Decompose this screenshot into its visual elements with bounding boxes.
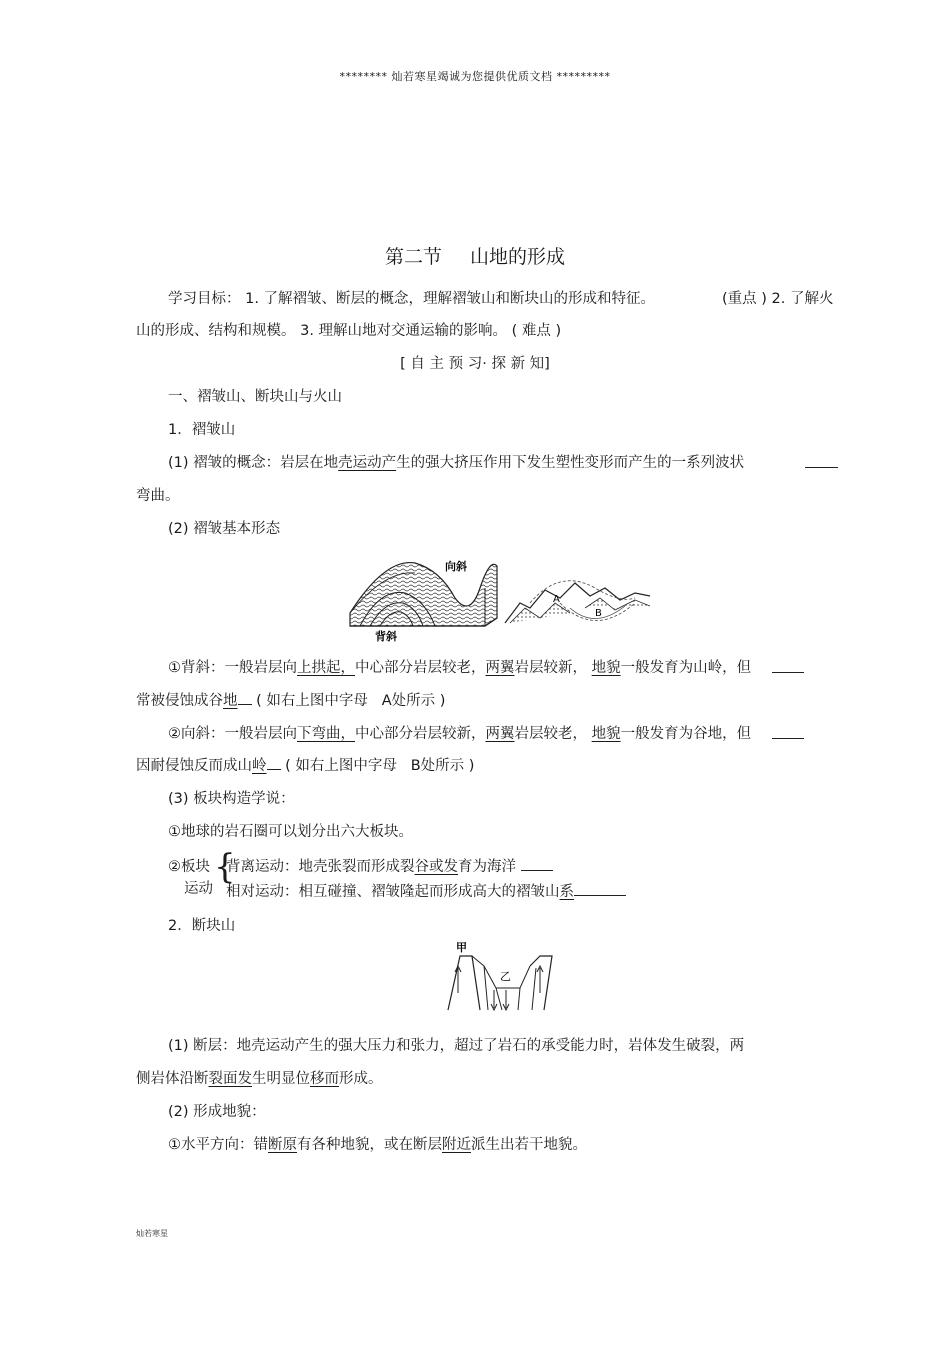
fault-definition-line1: (1) 断层：地壳运动产生的强大压力和张力，超过了岩石的承受能力时，岩体发生破裂，两 xyxy=(168,1038,745,1054)
section-name: 山地的形成 xyxy=(470,246,566,268)
plate-motion-label1: ②板块 xyxy=(168,859,210,875)
answer: 两翼 xyxy=(485,726,515,742)
text: 一般发育为谷地，但 xyxy=(620,726,752,742)
convergent-motion xyxy=(226,880,626,901)
answer-blank xyxy=(267,755,281,770)
answer-blank xyxy=(772,658,804,673)
brace: { xyxy=(214,847,236,887)
preview-label: [ 自 主 预 习· 探 新 知] xyxy=(400,356,550,372)
answer: 地 xyxy=(223,693,238,709)
page-footer: 灿若寒星 xyxy=(136,1229,168,1238)
answer: 两翼 xyxy=(485,660,515,676)
text: ( 如右上图中字母 xyxy=(285,758,397,774)
text: 有各种地貌，或在断层 xyxy=(297,1137,442,1153)
answer: 系 xyxy=(559,884,574,900)
answer-blank xyxy=(238,690,252,705)
answer: 地貌 xyxy=(591,726,621,742)
page-title xyxy=(0,242,950,269)
text: A处所示 ) xyxy=(381,693,446,709)
text: 相对运动：相互碰撞、褶皱隆起而形成高大的褶皱山 xyxy=(226,884,560,900)
answer: 移而 xyxy=(310,1071,339,1087)
text: 常被侵蚀成谷 xyxy=(136,693,223,709)
text: 育为海洋 xyxy=(458,859,516,875)
page-header: ******** 灿若寒星竭诚为您提供优质文档 ********* xyxy=(339,70,611,83)
anticline-label: 背斜 xyxy=(375,630,397,643)
syncline-line2 xyxy=(136,754,474,775)
answer: 裂面发 xyxy=(208,1071,252,1087)
answer-blank xyxy=(805,453,838,468)
label-jia: 甲 xyxy=(456,941,467,954)
text: B处所示 ) xyxy=(410,758,475,774)
text: 中心部分岩层较新， xyxy=(355,726,486,742)
text: 背离运动：地壳张裂而形成裂 xyxy=(226,859,415,875)
text: 生的强大挤压作用下发生塑性变形而产生的一系列波状 xyxy=(396,455,745,471)
section-number: 第二节 xyxy=(384,246,442,268)
syncline-line1 xyxy=(168,722,751,743)
section-heading: 一、褶皱山、断块山与火山 xyxy=(168,389,342,405)
learning-goals-line2: 山的形成、结构和规模。 3. 理解山地对交通运输的影响。 ( 难点 ) xyxy=(136,323,562,339)
text: ②向斜：一般岩层向 xyxy=(168,726,297,742)
text: ①水平方向：错 xyxy=(168,1137,268,1153)
text: 一般发育为山岭，但 xyxy=(620,660,752,676)
text: 因耐侵蚀反而成山 xyxy=(136,758,252,774)
text: 中心部分岩层较老， xyxy=(355,660,486,676)
fault-definition-line2 xyxy=(136,1067,383,1088)
answer: 岭 xyxy=(252,758,267,774)
answer-blank xyxy=(772,724,804,739)
label-yi: 乙 xyxy=(500,970,511,983)
answer: 地貌 xyxy=(591,660,621,676)
answer: 上拱起， xyxy=(297,660,355,676)
answer: 附近 xyxy=(442,1137,471,1153)
text: 岩层较老， xyxy=(514,726,587,742)
learning-goals-line1: 学习目标： 1. 了解褶皱、断层的概念，理解褶皱山和断块山的形成和特征。 xyxy=(168,291,656,307)
text: ①背斜：一般岩层向 xyxy=(168,660,297,676)
answer: 下弯曲， xyxy=(297,726,355,742)
text: 岩层较新， xyxy=(514,660,587,676)
syncline-label: 向斜 xyxy=(445,560,467,573)
text: 派生出若干地貌。 xyxy=(471,1137,587,1153)
divergent-motion xyxy=(226,855,553,876)
fold-concept-line xyxy=(168,451,744,472)
text: 生明显位 xyxy=(252,1071,310,1087)
anticline-line2 xyxy=(136,689,445,710)
text: 侧岩体沿断 xyxy=(136,1071,209,1087)
text: ( 如右上图中字母 xyxy=(256,693,368,709)
answer-blank xyxy=(521,856,553,871)
fold-diagram xyxy=(345,548,660,643)
landform-heading: (2) 形成地貌： xyxy=(168,1104,266,1120)
answer: 壳运动产 xyxy=(338,455,397,471)
answer: 谷或发 xyxy=(414,859,458,875)
learning-goals-line1-tail: (重点 ) 2. 了解火 xyxy=(722,291,834,307)
answer-blank xyxy=(574,881,626,896)
plate-motion-label2: 运动 xyxy=(184,881,213,897)
fold-forms-heading: (2) 褶皱基本形态 xyxy=(168,521,281,537)
label-a: A xyxy=(553,594,560,605)
plate-point1: ①地球的岩石圈可以划分出六大板块。 xyxy=(168,824,413,840)
fault-diagram xyxy=(440,938,562,1016)
text: (1) 褶皱的概念：岩层在地 xyxy=(168,455,339,471)
horizontal-direction xyxy=(168,1133,587,1154)
anticline-line1 xyxy=(168,656,751,677)
fault-heading: 2．断块山 xyxy=(168,918,236,934)
fold-heading: 1．褶皱山 xyxy=(168,422,236,438)
label-b: B xyxy=(595,608,602,619)
fold-concept-line2: 弯曲。 xyxy=(136,488,180,504)
text: 形成。 xyxy=(339,1071,383,1087)
answer: 断原 xyxy=(268,1137,297,1153)
plate-heading: (3) 板块构造学说： xyxy=(168,791,295,807)
